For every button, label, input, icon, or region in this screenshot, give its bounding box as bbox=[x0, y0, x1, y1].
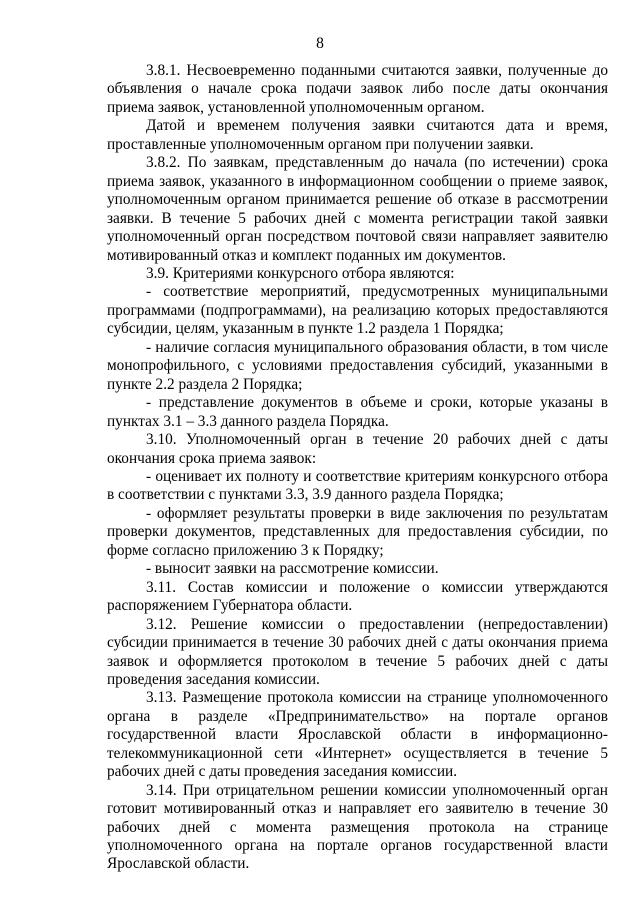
list-item-action-1: - оценивает их полноту и соответствие критериям конкурсного отбора в соответствии с пунктами 3.3, 3.9 данного раздела Порядка; bbox=[107, 467, 608, 504]
paragraph-3-12: 3.12. Решение комиссии о предоставлении (непредоставлении) субсидии принимается в течение 30 рабочих дней с даты окончания приема заявок и оформляется протоколом в течение 5 рабочих дней с даты проведения заседания комиссии. bbox=[107, 615, 608, 688]
list-item-criterion-3: - представление документов в объеме и сроки, которые указаны в пунктах 3.1 – 3.3 данного раздела Порядка. bbox=[107, 394, 608, 430]
paragraph-3-10: 3.10. Уполномоченный орган в течение 20 рабочих дней с даты окончания срока приема заявок: bbox=[107, 431, 608, 467]
paragraph-3-13: 3.13. Размещение протокола комиссии на странице уполномоченного органа в разделе «Предпринимательство» на портале органов государственной власти Ярославской области в информационно-телекоммуникационной сети «Интернет» осуществляется в течение 5 рабочих дней с даты проведения заседания комиссии. bbox=[107, 689, 608, 781]
paragraph-3-14: 3.14. При отрицательном решении комиссии уполномоченный орган готовит мотивированный отказ и направляет его заявителю в течение 30 рабочих дней с момента размещения протокола на странице уполномоченного органа на портале органов государственной власти Ярославской области. bbox=[107, 781, 608, 873]
paragraph-3-11: 3.11. Состав комиссии и положение о комиссии утверждаются распоряжением Губернатора области. bbox=[107, 578, 608, 615]
list-item-action-2: - оформляет результаты проверки в виде заключения по результатам проверки документов, представленных для предоставления субсидии, по форме согласно приложению 3 к Порядку; bbox=[107, 504, 608, 559]
paragraph-3-8-1: 3.8.1. Несвоевременно поданными считаются заявки, полученные до объявления о начале срока подачи заявок либо после даты окончания приема заявок, установленной уполномоченным органом. bbox=[107, 62, 608, 116]
page-number: 8 bbox=[316, 35, 324, 52]
list-item-criterion-1: - соответствие мероприятий, предусмотренных муниципальными программами (подпрограммами), на реализацию которых предоставляются субсидии, целям, указанным в пункте 1.2 раздела 1 Порядка; bbox=[107, 283, 608, 338]
paragraph-receipt-date: Датой и временем получения заявки считаются дата и время, проставленные уполномоченным органом при получении заявки. bbox=[107, 117, 608, 153]
document-body bbox=[107, 62, 608, 874]
paragraph-3-8-2: 3.8.2. По заявкам, представленным до начала (по истечении) срока приема заявок, указанного в информационном сообщении о приеме заявок, уполномоченным органом принимается решение об отказе в рассмотрении заявки. В течение 5 рабочих дней с момента регистрации такой заявки уполномоченный орган посредством почтовой связи направляет заявителю мотивированный отказ и комплект поданных им документов. bbox=[107, 154, 608, 264]
paragraph-3-9: 3.9. Критериями конкурсного отбора являются: bbox=[146, 264, 455, 282]
list-item-criterion-2: - наличие согласия муниципального образования области, в том числе монопрофильного, с условиями предоставления субсидий, указанными в пункте 2.2 раздела 2 Порядка; bbox=[107, 338, 608, 393]
list-item-action-3: - выносит заявки на рассмотрение комиссии. bbox=[146, 560, 439, 578]
